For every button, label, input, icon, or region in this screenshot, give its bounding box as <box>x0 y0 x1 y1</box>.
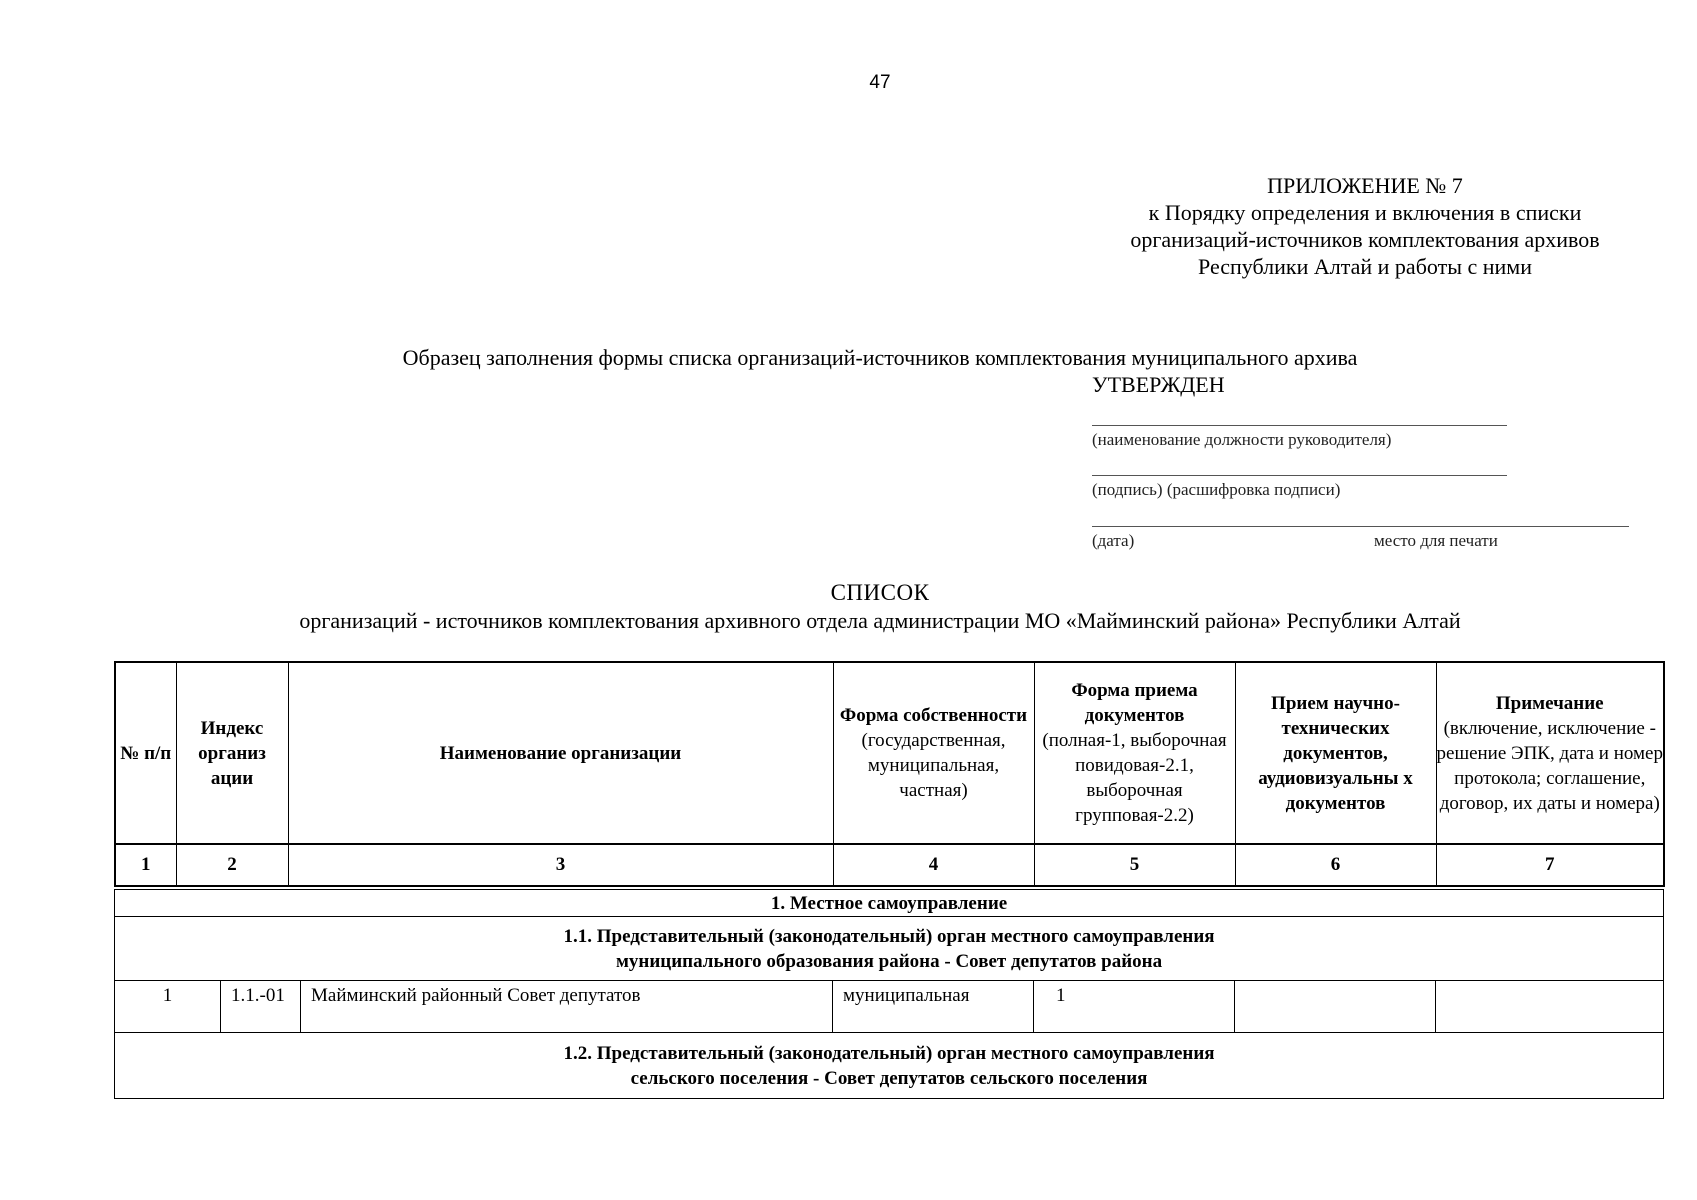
cell-acceptance: 1 <box>1034 981 1235 1033</box>
signature-line[interactable] <box>1092 475 1507 476</box>
list-subtitle: организаций - источников комплектования архивного отдела администрации МО «Майминский района» Республики Алтай <box>299 608 1461 633</box>
appendix-block <box>1050 172 1680 280</box>
stamp-caption: место для печати <box>1374 531 1498 550</box>
column-number: 5 <box>1034 844 1235 886</box>
column-number: 1 <box>115 844 176 886</box>
signature-caption: (подпись) (расшифровка подписи) <box>1092 480 1341 499</box>
approved-title: УТВЕРЖДЕН <box>1092 372 1225 397</box>
header-cell-note: Примечание (включение, исключение - решение ЭПК, дата и номер протокола; соглашение, договор, их даты и номера) <box>1436 662 1664 844</box>
column-number: 3 <box>288 844 833 886</box>
header-cell-acceptance: Форма приема документов (полная-1, выборочная повидовая-2.1, выборочная групповая-2.2) <box>1034 662 1235 844</box>
header-cell-num: № п/п <box>115 662 176 844</box>
date-caption: (дата) <box>1092 531 1135 550</box>
header-cell-index: Индекс организ ации <box>176 662 288 844</box>
cell-note <box>1436 981 1664 1033</box>
position-caption: (наименование должности руководителя) <box>1092 430 1392 449</box>
appendix-line: к Порядку определения и включения в списки <box>1148 200 1582 225</box>
column-number: 6 <box>1235 844 1436 886</box>
column-number: 2 <box>176 844 288 886</box>
section-heading: 1.1. Представительный (законодательный) орган местного самоуправления муниципального образования района - Совет депутатов района <box>115 917 1664 981</box>
appendix-line: Республики Алтай и работы с ними <box>1198 254 1532 279</box>
section-row <box>115 1033 1664 1099</box>
list-title: СПИСОК <box>830 580 930 605</box>
header-table <box>114 661 1665 887</box>
column-number: 4 <box>833 844 1034 886</box>
cell-num: 1 <box>115 981 221 1033</box>
section-row <box>115 917 1664 981</box>
header-cell-name: Наименование организации <box>288 662 833 844</box>
section-row <box>115 890 1664 917</box>
section-heading: 1.2. Представительный (законодательный) орган местного самоуправления сельского поселения - Совет депутатов сельского поселения <box>115 1033 1664 1099</box>
column-number-row <box>115 844 1664 886</box>
header-cell-ownership: Форма собственности (государственная, муниципальная, частная) <box>833 662 1034 844</box>
table-row <box>115 981 1664 1033</box>
cell-name: Майминский районный Совет депутатов <box>301 981 833 1033</box>
sample-title: Образец заполнения формы списка организаций-источников комплектования муниципального архива <box>402 345 1358 370</box>
page-number: 47 <box>869 72 891 93</box>
body-table <box>114 889 1664 1099</box>
appendix-title: ПРИЛОЖЕНИЕ № 7 <box>1267 173 1463 198</box>
cell-ownership: муниципальная <box>833 981 1034 1033</box>
header-cell-ntd: Прием научно-технических документов, аудиовизуальны х документов <box>1235 662 1436 844</box>
cell-ntd <box>1235 981 1436 1033</box>
appendix-line: организаций-источников комплектования архивов <box>1130 227 1600 252</box>
column-number: 7 <box>1436 844 1664 886</box>
cell-index: 1.1.-01 <box>221 981 301 1033</box>
position-line[interactable] <box>1092 425 1507 426</box>
section-heading: 1. Местное самоуправление <box>115 890 1664 917</box>
header-row <box>115 662 1664 844</box>
date-line[interactable] <box>1092 526 1629 527</box>
